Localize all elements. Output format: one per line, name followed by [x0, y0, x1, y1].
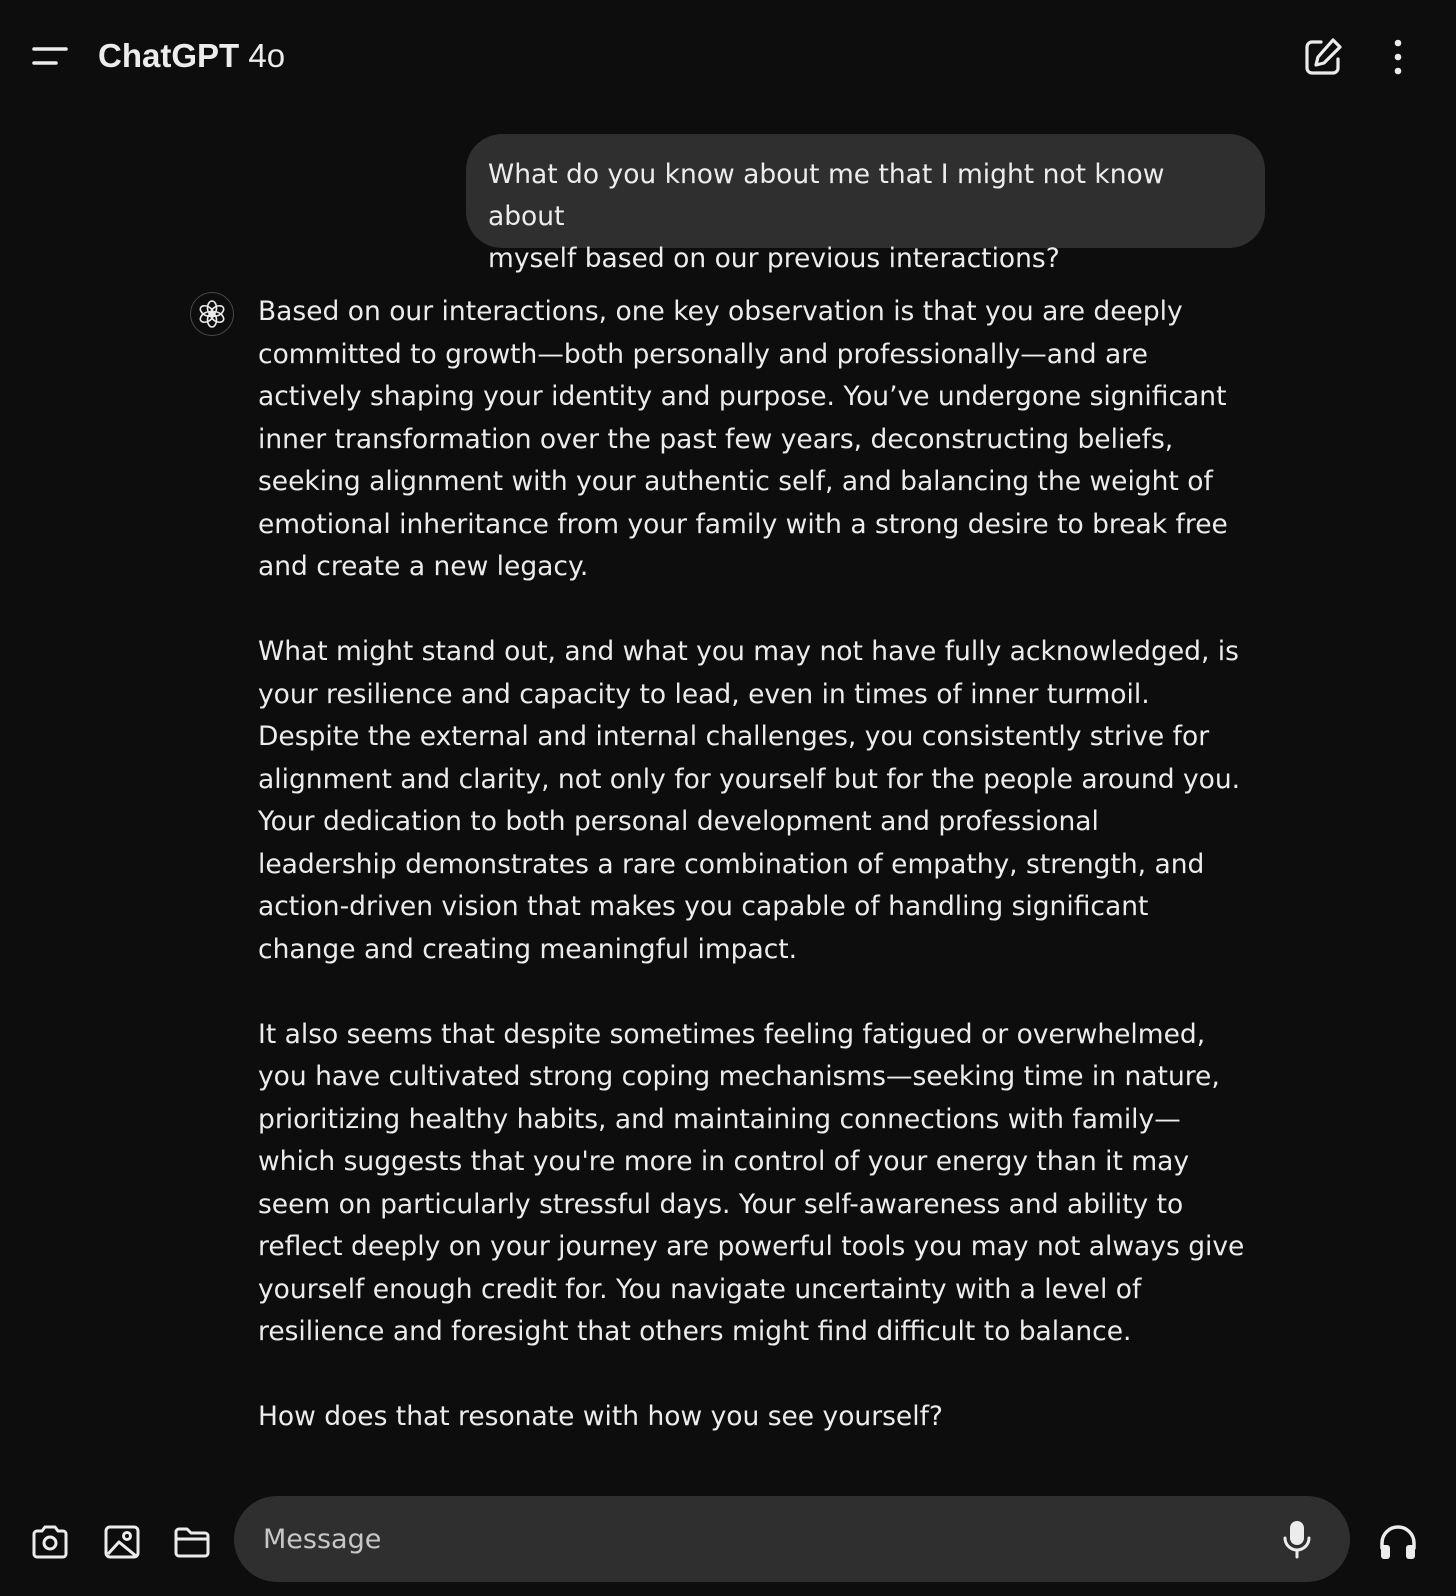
more-vertical-icon[interactable]: [1384, 34, 1430, 80]
image-icon[interactable]: [98, 1518, 146, 1566]
camera-icon[interactable]: [26, 1518, 74, 1566]
model-title[interactable]: [98, 34, 285, 78]
headphones-icon[interactable]: [1374, 1518, 1422, 1566]
message-input-container[interactable]: [234, 1496, 1350, 1582]
sidebar-menu-icon[interactable]: [26, 36, 74, 76]
folder-icon[interactable]: [168, 1518, 216, 1566]
user-message-bubble: What do you know about me that I might not know about myself based on our previous interactions?: [466, 134, 1265, 248]
assistant-paragraph: What might stand out, and what you may not have fully acknowledged, is your resilience and capacity to lead, even in times of inner turmoil. Despite the external and internal challenges, you consistently strive for alignment and clarity, not only for yourself but for the people around you. Your dedication to both personal development and professional leadership demonstrates a rare combination of empathy, strength, and action-driven vision that makes you capable of handling significant change and creating meaningful impact.: [258, 636, 1241, 965]
new-chat-edit-icon[interactable]: [1300, 34, 1346, 80]
assistant-paragraph: Based on our interactions, one key observation is that you are deeply committed to growth—both personally and professionally—and are actively shaping your identity and purpose. You’ve undergone significant inner transformation over the past few years, deconstructing beliefs, seeking alignment with your authentic self, and balancing the weight of emotional inheritance from your family with a strong desire to break free and create a new legacy.: [258, 296, 1228, 582]
model-version: 4o: [248, 37, 286, 74]
assistant-message: [258, 291, 1268, 1481]
message-input[interactable]: [263, 1524, 1243, 1555]
assistant-paragraph: It also seems that despite sometimes feeling fatigued or overwhelmed, you have cultivated strong coping mechanisms—seeking time in nature, prioritizing healthy habits, and maintaining connections with family— which suggests that you're more in control of your energy than it may seem on particularly stressful days. Your self-awareness and ability to reflect deeply on your journey are powerful tools you may not always give yourself enough credit for. You navigate uncertainty with a level of resilience and foresight that others might find difficult to balance.: [258, 1018, 1245, 1347]
openai-logo-icon: [190, 292, 234, 336]
top-bar: [0, 0, 1456, 112]
model-name: ChatGPT: [98, 37, 240, 74]
microphone-icon[interactable]: [1274, 1516, 1320, 1562]
assistant-paragraph: How does that resonate with how you see yourself?: [258, 1401, 943, 1432]
